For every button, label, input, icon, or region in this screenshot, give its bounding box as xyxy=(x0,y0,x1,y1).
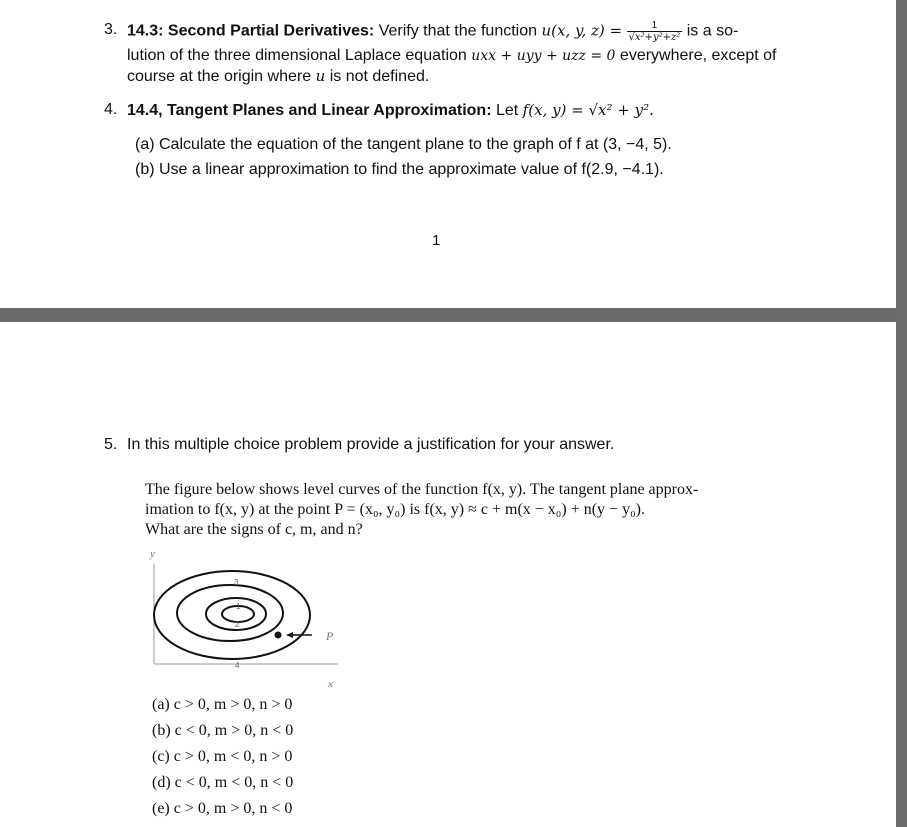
problem-3-u: u xyxy=(315,67,326,85)
problem-4-line-1 xyxy=(127,100,827,121)
choice-d: (d) c < 0, m < 0, n < 0 xyxy=(152,774,294,791)
problem-3-line-2-text: lution of the three dimensional Laplace equation xyxy=(127,47,467,64)
problem-5-number: 5. xyxy=(104,436,118,453)
problem-3-line-3 xyxy=(127,66,429,87)
page-number: 1 xyxy=(432,232,441,249)
arrow-head-icon xyxy=(286,632,293,638)
problem-4-part-b: (b) Use a linear approximation to find the approximate value of f(2.9, −4.1). xyxy=(135,161,664,178)
fraction-numerator: 1 xyxy=(627,20,683,32)
x-axis-label: x xyxy=(328,678,333,690)
problem-4-heading: 14.4, Tangent Planes and Linear Approximation: xyxy=(127,102,492,119)
fraction-denominator: √x²+y²+z² xyxy=(628,32,681,43)
choice-e: (e) c > 0, m > 0, n < 0 xyxy=(152,800,293,817)
problem-5-intro: In this multiple choice problem provide a justification for your answer. xyxy=(127,436,615,453)
problem-4-part-a: (a) Calculate the equation of the tangent plane to the graph of f at (3, −4, 5). xyxy=(135,136,672,153)
problem-3-line-3-end: is not defined. xyxy=(329,68,430,85)
choice-a: (a) c > 0, m > 0, n > 0 xyxy=(152,696,293,713)
point-p-marker xyxy=(275,632,282,639)
problem-3-line-3-text: course at the origin where xyxy=(127,68,312,85)
level-label-3: 3 xyxy=(234,578,239,587)
laplace-equation: uxx + uyy + uzz = 0 xyxy=(471,48,616,64)
level-label-2: 2 xyxy=(235,620,240,629)
level-label-4: 4 xyxy=(235,661,240,670)
problem-3-text: Verify that the function xyxy=(378,22,538,40)
problem-3-line-2 xyxy=(127,46,827,66)
y-axis-label: y xyxy=(150,548,155,560)
problem-3-number: 3. xyxy=(104,21,118,38)
point-p-label: P xyxy=(326,629,334,643)
problem-3-text-2: is a so- xyxy=(686,22,739,40)
problem-4-function: f(x, y) = √x² + y². xyxy=(522,101,654,119)
problem-5-body-line-2: imation to f(x, y) at the point P = (x₀, y₀) is f(x, y) ≈ c + m(x − x₀) + n(y − y₀). xyxy=(145,501,645,518)
level-label-1: 1 xyxy=(236,602,241,611)
level-curve-3 xyxy=(177,585,283,641)
problem-4-text: Let xyxy=(495,102,519,119)
page-separator xyxy=(0,308,907,322)
problem-5-body-line-3: What are the signs of c, m, and n? xyxy=(145,521,363,538)
problem-4-number: 4. xyxy=(104,101,118,118)
page-1 xyxy=(0,0,896,308)
page-2 xyxy=(0,322,896,827)
problem-3-heading: 14.3: Second Partial Derivatives: xyxy=(127,22,375,40)
problem-5-body-line-1: The figure below shows level curves of the function f(x, y). The tangent plane approx- xyxy=(145,481,699,498)
choice-c: (c) c > 0, m < 0, n > 0 xyxy=(152,748,293,765)
choice-b: (b) c < 0, m > 0, n < 0 xyxy=(152,722,294,739)
problem-3-line-1 xyxy=(127,20,827,43)
problem-3-fraction xyxy=(627,20,683,43)
problem-3-line-2-end: everywhere, except of xyxy=(619,47,777,64)
problem-3-function: u(x, y, z) = xyxy=(541,21,623,40)
viewer-right-margin xyxy=(896,0,907,827)
level-curves-figure xyxy=(140,544,350,690)
